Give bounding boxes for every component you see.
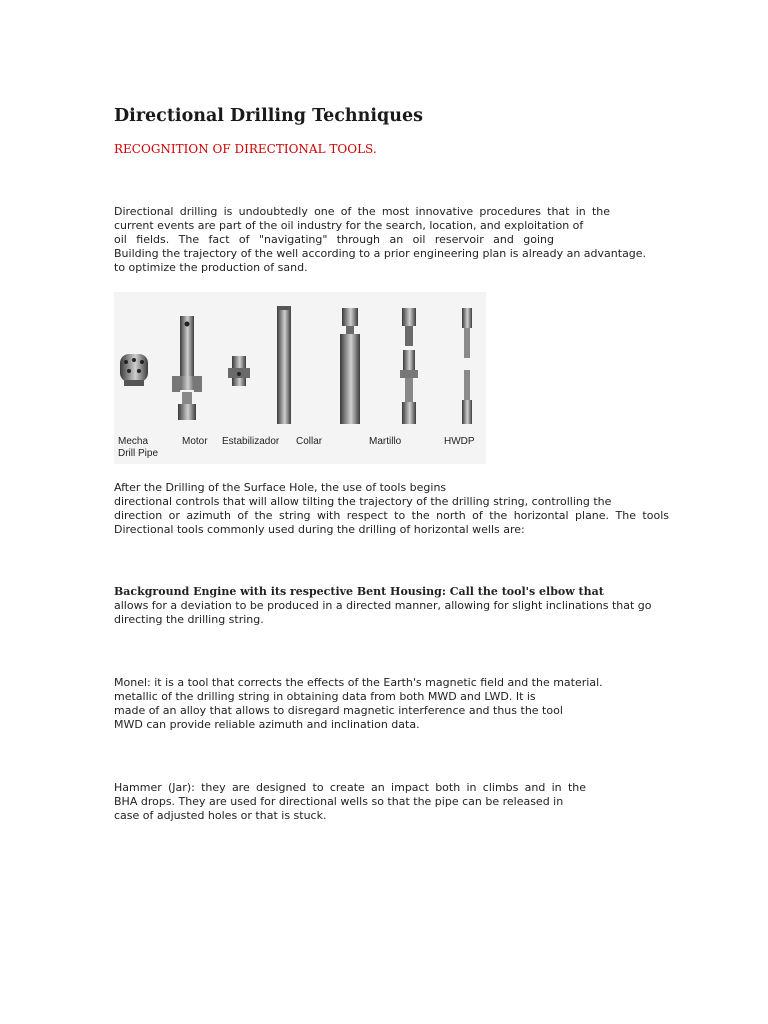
text-line: allows for a deviation to be produced in a directed manner, allowing for slight inclinations that go (114, 599, 652, 613)
text-line: MWD can provide reliable azimuth and inclination data. (114, 718, 420, 732)
text-line: Monel: it is a tool that corrects the effects of the Earth's magnetic field and the material. (114, 676, 603, 689)
text-line: Directional tools commonly used during the drilling of horizontal wells are: (114, 523, 525, 537)
text-line: current events are part of the oil industry for the search, location, and exploitation of (114, 219, 584, 233)
monel-paragraph (114, 676, 634, 732)
text-line: direction or azimuth of the string with respect to the north of the horizontal plane. The tools (114, 509, 669, 523)
text-line: case of adjusted holes or that is stuck. (114, 809, 327, 823)
section-subtitle: RECOGNITION OF DIRECTIONAL TOOLS. (114, 142, 377, 156)
text-line: Directional drilling is undoubtedly one of the most innovative procedures that in the (114, 205, 610, 218)
text-line: directing the drilling string. (114, 613, 264, 627)
text-line: BHA drops. They are used for directional wells so that the pipe can be released in (114, 795, 564, 809)
collar-tool-icon (277, 306, 291, 424)
motor-tool-icon (172, 316, 202, 420)
text-line: metallic of the drilling string in obtaining data from both MWD and LWD. It is (114, 690, 536, 704)
hammer-paragraph (114, 781, 614, 823)
text-line: to optimize the production of sand. (114, 261, 308, 275)
hwdp-tool-icon (462, 308, 472, 424)
label-collar: Collar (296, 436, 323, 447)
bit-tool-icon (120, 354, 148, 386)
label-mecha: Mecha (118, 436, 149, 447)
engine-paragraph (114, 585, 654, 627)
text-line-bold: Background Engine with its respective Bent Housing: Call the tool's elbow that (114, 585, 604, 598)
intro-paragraph (114, 205, 647, 275)
stabilizer-tool-icon (228, 356, 250, 386)
text-line: oil fields. The fact of "navigating" through an oil reservoir and going (114, 233, 554, 247)
surface-hole-paragraph (114, 481, 674, 537)
label-martillo: Martillo (369, 436, 402, 447)
page-title: Directional Drilling Techniques (114, 106, 423, 126)
text-line: Hammer (Jar): they are designed to create an impact both in climbs and in the (114, 781, 586, 794)
label-hwdp: HWDP (444, 436, 475, 447)
label-motor: Motor (182, 436, 208, 447)
text-line: Building the trajectory of the well according to a prior engineering plan is already an advantage. (114, 247, 647, 261)
text-line: After the Drilling of the Surface Hole, the use of tools begins (114, 481, 447, 494)
label-drill-pipe: Drill Pipe (118, 448, 159, 459)
jar-tool-2-icon (400, 308, 418, 424)
label-estabilizador: Estabilizador (222, 436, 280, 447)
drilling-tools-figure (114, 292, 486, 464)
jar-tool-icon (340, 308, 360, 424)
text-line: made of an alloy that allows to disregard magnetic interference and thus the tool (114, 704, 563, 718)
text-line: directional controls that will allow tilting the trajectory of the drilling string, controlling the (114, 495, 612, 509)
